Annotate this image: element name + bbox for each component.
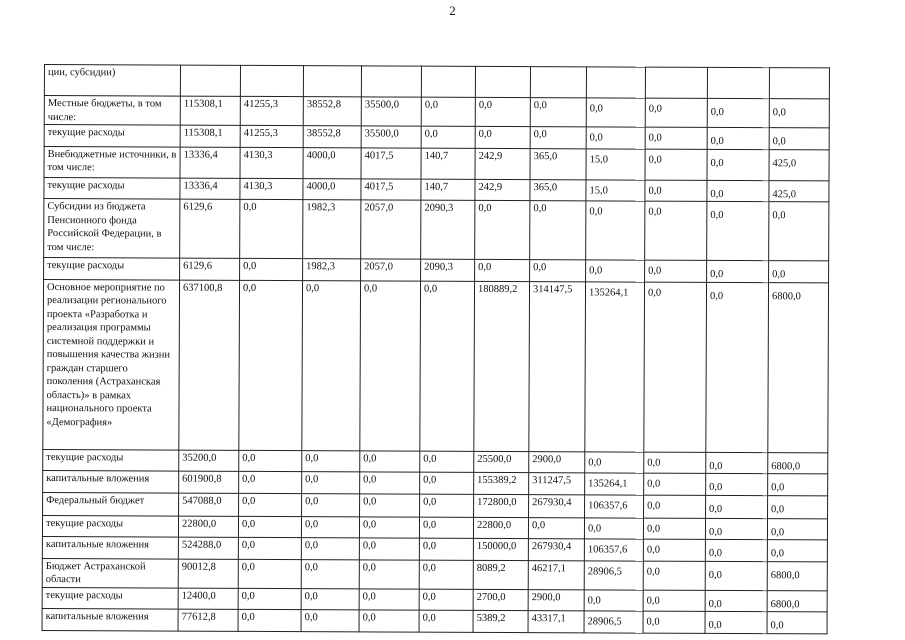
value-cell: 115308,1 bbox=[180, 96, 240, 125]
value-cell: 0,0 bbox=[768, 495, 828, 518]
value-cell bbox=[707, 67, 769, 98]
value-cell: 2900,0 bbox=[528, 589, 584, 611]
value-cell: 0,0 bbox=[644, 282, 707, 452]
value-cell: 1982,3 bbox=[303, 200, 361, 259]
value-cell: 35500,0 bbox=[361, 126, 421, 148]
table-row bbox=[44, 65, 829, 99]
table-row bbox=[44, 96, 829, 128]
value-cell: 38552,8 bbox=[303, 126, 361, 148]
value-cell: 0,0 bbox=[707, 149, 769, 180]
value-cell: 0,0 bbox=[645, 149, 707, 180]
value-cell: 41255,3 bbox=[240, 125, 303, 147]
value-cell: 0,0 bbox=[584, 589, 643, 611]
value-cell: 1982,3 bbox=[303, 259, 361, 281]
value-cell: 547088,0 bbox=[179, 493, 239, 516]
value-cell: 28906,5 bbox=[584, 560, 643, 589]
value-cell: 180889,2 bbox=[474, 281, 530, 451]
row-label: Федеральный бюджет bbox=[43, 492, 179, 516]
value-cell: 0,0 bbox=[586, 201, 645, 260]
value-cell: 311247,5 bbox=[529, 473, 585, 495]
value-cell: 6800,0 bbox=[768, 452, 828, 474]
value-cell: 267930,4 bbox=[528, 539, 584, 561]
value-cell: 0,0 bbox=[767, 540, 827, 562]
table-row bbox=[43, 279, 829, 452]
value-cell: 0,0 bbox=[239, 450, 302, 472]
value-cell: 637100,8 bbox=[179, 280, 240, 450]
value-cell: 0,0 bbox=[530, 260, 586, 282]
value-cell: 0,0 bbox=[705, 561, 767, 590]
value-cell: 0,0 bbox=[707, 180, 769, 202]
value-cell: 0,0 bbox=[240, 199, 303, 258]
table-row bbox=[44, 146, 829, 180]
value-cell: 5389,2 bbox=[473, 610, 528, 632]
value-cell bbox=[240, 65, 303, 96]
value-cell: 2090,3 bbox=[421, 200, 475, 259]
value-cell: 0,0 bbox=[420, 281, 475, 451]
value-cell: 0,0 bbox=[707, 127, 769, 149]
table-row bbox=[44, 199, 829, 261]
value-cell: 0,0 bbox=[530, 201, 586, 260]
value-cell: 0,0 bbox=[239, 493, 302, 516]
table-body bbox=[42, 65, 829, 634]
value-cell: 0,0 bbox=[706, 282, 769, 452]
value-cell: 155389,2 bbox=[474, 472, 529, 494]
value-cell: 0,0 bbox=[420, 494, 474, 517]
value-cell: 0,0 bbox=[706, 495, 768, 518]
value-cell: 0,0 bbox=[644, 473, 706, 495]
value-cell bbox=[421, 66, 475, 97]
value-cell: 0,0 bbox=[767, 612, 827, 634]
value-cell: 601900,8 bbox=[179, 471, 239, 493]
value-cell: 0,0 bbox=[530, 127, 586, 149]
value-cell: 0,0 bbox=[359, 516, 419, 538]
value-cell: 13336,4 bbox=[180, 178, 240, 200]
value-cell: 0,0 bbox=[359, 559, 419, 588]
value-cell: 38552,8 bbox=[303, 97, 361, 126]
value-cell: 524288,0 bbox=[178, 537, 238, 559]
value-cell: 0,0 bbox=[769, 128, 829, 150]
value-cell: 0,0 bbox=[586, 260, 645, 282]
value-cell: 0,0 bbox=[360, 450, 420, 472]
value-cell: 150000,0 bbox=[473, 538, 528, 560]
value-cell: 0,0 bbox=[239, 471, 302, 493]
value-cell: 0,0 bbox=[705, 611, 767, 633]
value-cell: 115308,1 bbox=[180, 125, 240, 147]
value-cell: 0,0 bbox=[421, 97, 475, 126]
value-cell: 0,0 bbox=[645, 98, 707, 127]
value-cell: 0,0 bbox=[475, 200, 530, 259]
value-cell: 0,0 bbox=[420, 451, 474, 473]
value-cell: 90012,8 bbox=[178, 559, 238, 588]
value-cell: 106357,6 bbox=[584, 539, 643, 561]
value-cell: 140,7 bbox=[421, 179, 475, 201]
value-cell: 0,0 bbox=[238, 609, 301, 631]
value-cell: 0,0 bbox=[475, 126, 530, 148]
value-cell: 0,0 bbox=[301, 516, 359, 538]
value-cell: 8089,2 bbox=[473, 560, 528, 589]
value-cell: 172800,0 bbox=[474, 494, 529, 517]
value-cell: 0,0 bbox=[359, 538, 419, 560]
value-cell: 13336,4 bbox=[180, 147, 240, 178]
value-cell: 0,0 bbox=[238, 588, 301, 610]
value-cell: 0,0 bbox=[769, 202, 829, 261]
value-cell: 0,0 bbox=[420, 472, 474, 494]
value-cell: 0,0 bbox=[530, 98, 586, 127]
value-cell: 2900,0 bbox=[529, 451, 585, 473]
value-cell: 15,0 bbox=[586, 179, 645, 201]
value-cell: 0,0 bbox=[645, 201, 707, 260]
value-cell: 0,0 bbox=[707, 201, 769, 260]
row-label: капитальные вложения bbox=[42, 608, 178, 630]
row-label: текущие расходы bbox=[42, 515, 178, 537]
value-cell: 0,0 bbox=[644, 495, 706, 518]
value-cell: 0,0 bbox=[419, 560, 473, 589]
value-cell: 0,0 bbox=[645, 260, 707, 282]
value-cell: 0,0 bbox=[419, 589, 473, 611]
value-cell: 0,0 bbox=[419, 517, 473, 539]
value-cell bbox=[361, 66, 421, 97]
value-cell: 0,0 bbox=[586, 98, 645, 127]
value-cell: 0,0 bbox=[643, 539, 705, 561]
value-cell: 242,9 bbox=[475, 148, 530, 179]
value-cell: 0,0 bbox=[644, 452, 706, 474]
value-cell: 135264,1 bbox=[585, 281, 645, 451]
value-cell: 0,0 bbox=[769, 261, 829, 283]
value-cell: 22800,0 bbox=[178, 516, 238, 538]
value-cell: 0,0 bbox=[643, 518, 705, 540]
value-cell: 0,0 bbox=[643, 590, 705, 612]
row-label: текущие расходы bbox=[44, 258, 180, 280]
value-cell: 0,0 bbox=[706, 452, 768, 474]
value-cell: 22800,0 bbox=[473, 517, 528, 539]
value-cell: 0,0 bbox=[360, 493, 420, 516]
value-cell: 4130,3 bbox=[240, 178, 303, 200]
value-cell: 2090,3 bbox=[421, 259, 475, 281]
value-cell: 0,0 bbox=[240, 258, 303, 280]
value-cell: 41255,3 bbox=[240, 96, 303, 125]
value-cell: 6129,6 bbox=[180, 199, 240, 258]
value-cell: 0,0 bbox=[302, 450, 360, 472]
value-cell: 0,0 bbox=[707, 260, 769, 282]
value-cell: 0,0 bbox=[645, 127, 707, 149]
value-cell: 2700,0 bbox=[473, 589, 528, 611]
value-cell: 140,7 bbox=[421, 148, 475, 179]
value-cell: 0,0 bbox=[419, 538, 473, 560]
value-cell bbox=[645, 67, 707, 98]
value-cell: 0,0 bbox=[585, 451, 644, 473]
value-cell: 106357,6 bbox=[585, 494, 644, 517]
value-cell: 0,0 bbox=[586, 127, 645, 149]
value-cell: 0,0 bbox=[645, 180, 707, 202]
row-label: текущие расходы bbox=[42, 587, 178, 609]
value-cell bbox=[180, 65, 240, 96]
value-cell: 0,0 bbox=[301, 559, 359, 588]
value-cell: 0,0 bbox=[643, 611, 705, 633]
value-cell: 0,0 bbox=[768, 474, 828, 496]
value-cell: 4017,5 bbox=[361, 178, 421, 200]
value-cell: 0,0 bbox=[239, 280, 303, 450]
value-cell: 314147,5 bbox=[529, 281, 586, 451]
value-cell: 6800,0 bbox=[767, 590, 827, 612]
value-cell: 0,0 bbox=[359, 588, 419, 610]
value-cell: 0,0 bbox=[360, 472, 420, 494]
value-cell: 0,0 bbox=[475, 259, 530, 281]
row-label: ции, субсидии) bbox=[44, 65, 180, 97]
value-cell bbox=[475, 66, 530, 97]
value-cell: 242,9 bbox=[475, 179, 530, 201]
row-label: Субсидии из бюджета Пенсионного фонда Российской Федерации, в том числе: bbox=[44, 199, 180, 259]
value-cell: 46217,1 bbox=[528, 560, 584, 589]
value-cell: 4130,3 bbox=[240, 147, 303, 178]
value-cell: 0,0 bbox=[528, 517, 584, 539]
value-cell: 425,0 bbox=[769, 149, 829, 180]
value-cell: 0,0 bbox=[301, 538, 359, 560]
value-cell: 365,0 bbox=[530, 148, 586, 179]
value-cell: 12400,0 bbox=[178, 588, 238, 610]
value-cell: 15,0 bbox=[586, 148, 645, 179]
value-cell: 0,0 bbox=[301, 610, 359, 632]
value-cell bbox=[530, 67, 586, 98]
row-label: текущие расходы bbox=[44, 125, 180, 147]
row-label: Бюджет Астраханской области bbox=[42, 558, 178, 588]
value-cell: 4017,5 bbox=[361, 147, 421, 178]
value-cell: 4000,0 bbox=[303, 147, 361, 178]
row-label: текущие расходы bbox=[44, 177, 180, 199]
value-cell: 0,0 bbox=[359, 610, 419, 632]
budget-table bbox=[42, 64, 830, 634]
value-cell: 0,0 bbox=[705, 539, 767, 561]
value-cell: 0,0 bbox=[475, 97, 530, 126]
value-cell: 425,0 bbox=[769, 180, 829, 202]
value-cell: 0,0 bbox=[421, 126, 475, 148]
value-cell: 0,0 bbox=[584, 517, 643, 539]
value-cell: 6800,0 bbox=[768, 282, 829, 452]
value-cell: 28906,5 bbox=[584, 611, 643, 633]
value-cell: 0,0 bbox=[238, 537, 301, 559]
value-cell: 2057,0 bbox=[361, 200, 421, 259]
page-number: 2 bbox=[449, 3, 456, 18]
value-cell: 2057,0 bbox=[361, 259, 421, 281]
row-label: капитальные вложения bbox=[43, 470, 179, 492]
value-cell bbox=[586, 67, 645, 98]
value-cell: 25500,0 bbox=[474, 451, 529, 473]
value-cell: 0,0 bbox=[707, 98, 769, 127]
value-cell: 4000,0 bbox=[303, 178, 361, 200]
value-cell bbox=[303, 66, 361, 97]
value-cell: 0,0 bbox=[238, 559, 301, 588]
value-cell: 0,0 bbox=[301, 588, 359, 610]
value-cell: 0,0 bbox=[706, 473, 768, 495]
value-cell: 35500,0 bbox=[361, 97, 421, 126]
value-cell: 267930,4 bbox=[529, 494, 585, 517]
row-label: Основное мероприятие по реализации регионального проекта «Разработка и реализация программы системной поддержки и повышения качества жизни граждан старшего поколения (Астраханская область)» в рамках национального проекта «Демография» bbox=[43, 279, 180, 450]
value-cell: 43317,1 bbox=[528, 611, 584, 633]
value-cell: 0,0 bbox=[302, 493, 360, 516]
value-cell: 0,0 bbox=[302, 280, 361, 450]
row-label: Местные бюджеты, в том числе: bbox=[44, 96, 180, 126]
row-label: текущие расходы bbox=[43, 449, 179, 471]
value-cell: 35200,0 bbox=[179, 450, 239, 472]
table-row bbox=[43, 492, 828, 518]
table-row bbox=[42, 558, 827, 590]
value-cell: 6129,6 bbox=[180, 258, 240, 280]
value-cell: 0,0 bbox=[419, 610, 473, 632]
value-cell: 77612,8 bbox=[178, 609, 238, 631]
value-cell: 0,0 bbox=[769, 99, 829, 128]
value-cell: 0,0 bbox=[360, 280, 421, 450]
value-cell: 0,0 bbox=[705, 518, 767, 540]
row-label: капитальные вложения bbox=[42, 536, 178, 558]
table-row bbox=[42, 608, 827, 633]
value-cell: 0,0 bbox=[705, 590, 767, 612]
value-cell: 135264,1 bbox=[585, 473, 644, 495]
value-cell: 6800,0 bbox=[767, 561, 827, 590]
value-cell: 0,0 bbox=[643, 561, 705, 590]
value-cell: 0,0 bbox=[302, 472, 360, 494]
value-cell bbox=[769, 68, 829, 99]
row-label: Внебюджетные источники, в том числе: bbox=[44, 146, 180, 178]
value-cell: 0,0 bbox=[767, 518, 827, 540]
value-cell: 365,0 bbox=[530, 179, 586, 201]
value-cell: 0,0 bbox=[238, 516, 301, 538]
